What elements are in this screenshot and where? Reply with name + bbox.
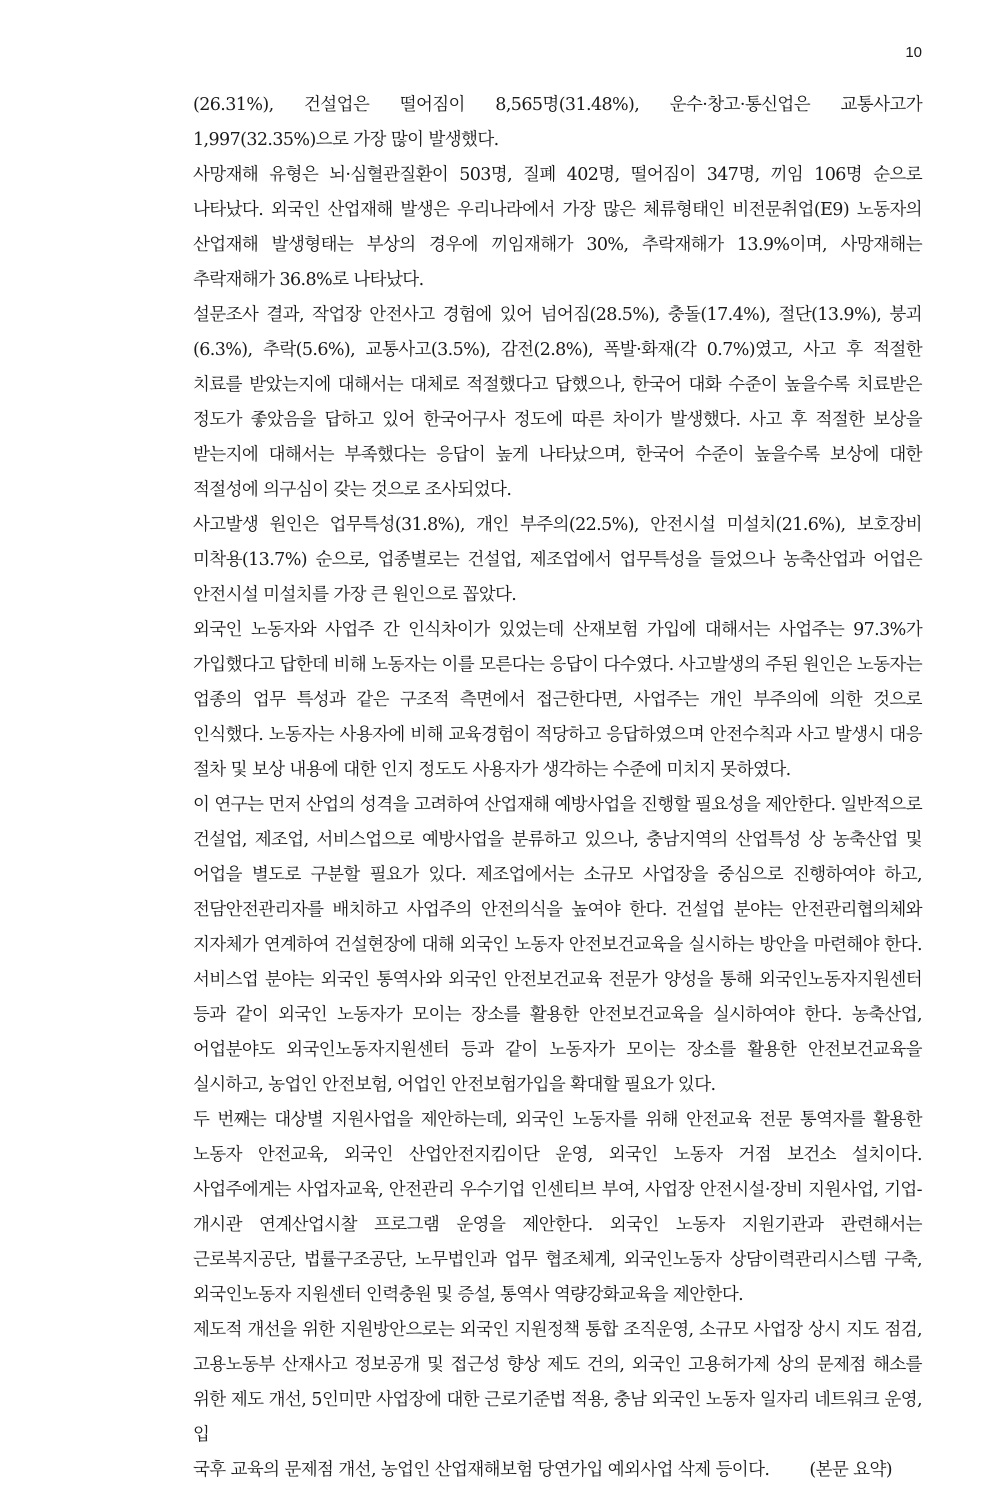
final-line-text: 국후 교육의 문제점 개선, 농업인 산업재해보험 당연가입 예외사업 삭제 등이다. [193, 1460, 770, 1480]
paragraph-target-support: 두 번째는 대상별 지원사업을 제안하는데, 외국인 노동자를 위해 안전교육 전문 통역자를 활용한 노동자 안전교육, 외국인 산업안전지킴이단 운영, 외국인 노동자 거점 보건소 설치이다. 사업주에게는 사업자교육, 안전관리 우수기업 인센티브 부여, 사업장 안전시설·장비 지원사업, 기업-개시관 연계산업시찰 프로그램 운영을 제안한다. 외국인 노동자 지원기관과 관련해서는 근로복지공단, 법률구조공단, 노무법인과 업무 협조체계, 외국인노동자 상담이력관리시스템 구축, 외국인노동자 지원센터 인력충원 및 증설, 통역사 역량강화교육을 제안한다. [193, 1110, 922, 1305]
summary-body [193, 88, 922, 1488]
page-number: 10 [905, 44, 922, 61]
paragraph-perception-gap: 외국인 노동자와 사업주 간 인식차이가 있었는데 산재보험 가입에 대해서는 사업주는 97.3%가 가입했다고 답한데 비해 노동자는 이를 모른다는 응답이 다수였다. 사고발생의 주된 원인은 노동자는 업종의 업무 특성과 같은 구조적 측면에서 접근한다면, 사업주는 개인 부주의에 의한 것으로 인식했다. 노동자는 사용자에 비해 교육경험이 적당하고 응답하였으며 안전수칙과 사고 발생시 대응 절차 및 보상 내용에 대한 인지 정도도 사용자가 생각하는 수준에 미치지 못하였다. [193, 620, 922, 780]
paragraph-institutional-improvement: 제도적 개선을 위한 지원방안으로는 외국인 지원정책 통합 조직운영, 소규모 사업장 상시 지도 점검, 고용노동부 산재사고 정보공개 및 접근성 향상 제도 건의, 외국인 고용허가제 상의 문제점 해소를 위한 제도 개선, 5인미만 사업장에 대한 근로기준법 적용, 충남 외국인 노동자 일자리 네트워크 운영, 입 [193, 1320, 922, 1445]
paragraph-industry-accidents: (26.31%), 건설업은 떨어짐이 8,565명(31.48%), 운수·창고·통신업은 교통사고가 1,997(32.35%)으로 가장 많이 발생했다. [193, 95, 922, 150]
summary-note: (본문 요약) [809, 1460, 892, 1480]
paragraph-accident-causes: 사고발생 원인은 업무특성(31.8%), 개인 부주의(22.5%), 안전시설 미설치(21.6%), 보호장비 미착용(13.7%) 순으로, 업종별로는 건설업, 제조업에서 업무특성을 들었으나 농축산업과 어업은 안전시설 미설치를 가장 큰 원인으로 꼽았다. [193, 515, 922, 605]
paragraph-survey-results: 설문조사 결과, 작업장 안전사고 경험에 있어 넘어짐(28.5%), 충돌(17.4%), 절단(13.9%), 붕괴(6.3%), 추락(5.6%), 교통사고(3.5%), 감전(2.8%), 폭발·화재(각 0.7%)였고, 사고 후 적절한 치료를 받았는지에 대해서는 대체로 적절했다고 답했으나, 한국어 대화 수준이 높을수록 치료받은 정도가 좋았음을 답하고 있어 한국어구사 정도에 따른 차이가 발생했다. 사고 후 적절한 보상을 받는지에 대해서는 부족했다는 응답이 높게 나타났으며, 한국어 수준이 높을수록 보상에 대한 적절성에 의구심이 갖는 것으로 조사되었다. [193, 305, 922, 500]
paragraph-fatality-types: 사망재해 유형은 뇌·심혈관질환이 503명, 질폐 402명, 떨어짐이 347명, 끼임 106명 순으로 나타났다. 외국인 산업재해 발생은 우리나라에서 가장 많은 체류형태인 비전문취업(E9) 노동자의 산업재해 발생형태는 부상의 경우에 끼임재해가 30%, 추락재해가 13.9%이며, 사망재해는 추락재해가 36.8%로 나타났다. [193, 165, 922, 290]
final-line [193, 1453, 922, 1488]
paragraph-industry-prevention: 이 연구는 먼저 산업의 성격을 고려하여 산업재해 예방사업을 진행할 필요성을 제안한다. 일반적으로 건설업, 제조업, 서비스업으로 예방사업을 분류하고 있으나, 충남지역의 산업특성 상 농축산업 및 어업을 별도로 구분할 필요가 있다. 제조업에서는 소규모 사업장을 중심으로 진행하여야 하고, 전담안전관리자를 배치하고 사업주의 안전의식을 높여야 한다. 건설업 분야는 안전관리협의체와 지자체가 연계하여 건설현장에 대해 외국인 노동자 안전보건교육을 실시하는 방안을 마련해야 한다. 서비스업 분야는 외국인 통역사와 외국인 안전보건교육 전문가 양성을 통해 외국인노동자지원센터 등과 같이 외국인 노동자가 모이는 장소를 활용한 안전보건교육을 실시하여야 한다. 농축산업, 어업분야도 외국인노동자지원센터 등과 같이 노동자가 모이는 장소를 활용한 안전보건교육을 실시하고, 농업인 안전보험, 어업인 안전보험가입을 확대할 필요가 있다. [193, 795, 922, 1095]
